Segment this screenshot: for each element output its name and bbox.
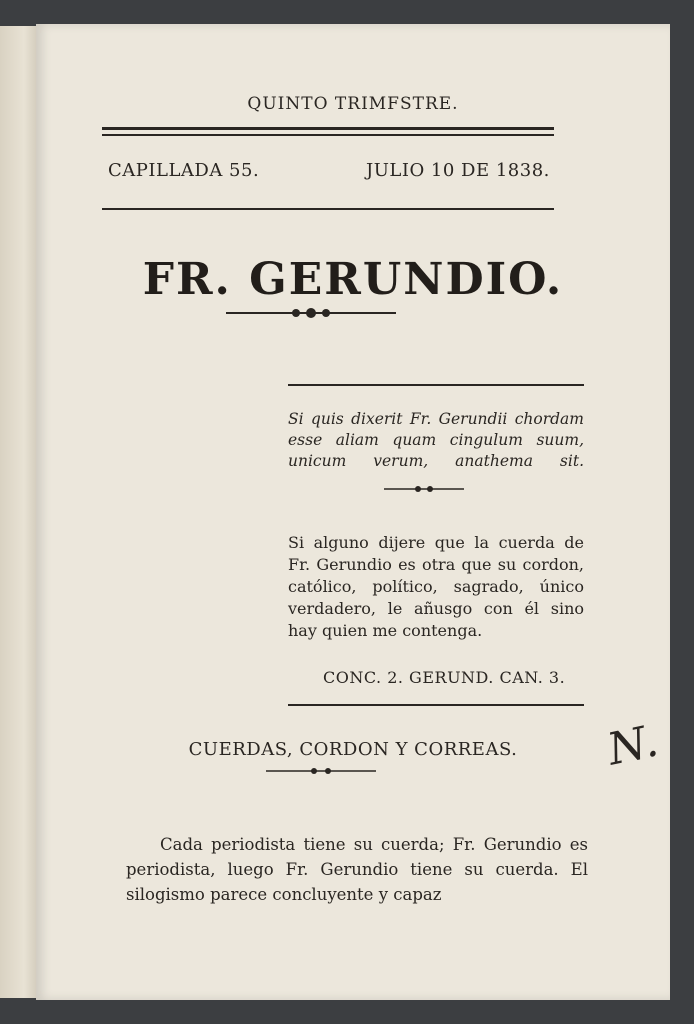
- handwritten-mark: N.: [603, 715, 663, 776]
- epigraph-citation: CONC. 2. GERUND. CAN. 3.: [323, 668, 566, 687]
- newspaper-page: [36, 24, 670, 1000]
- header-rule-top: [102, 127, 554, 130]
- latin-epigraph: Si quis dixerit Fr. Gerundii chordam esse aliam quam cingulum suum, unicum verum, anathema sit.: [288, 410, 584, 470]
- chapel-number: CAPILLADA 55.: [108, 160, 260, 181]
- facing-page-edge: [0, 26, 40, 998]
- header-rule-bottom: [102, 134, 554, 136]
- epigraph-rule-top: [288, 384, 584, 386]
- article-body: Cada periodista tiene su cuerda; Fr. Gerundio es periodista, luego Fr. Gerundio tiene su cuerda. El silogismo parece concluyente y capaz: [126, 835, 588, 904]
- ornament-divider-icon: [226, 306, 396, 320]
- masthead-rule: [102, 208, 554, 210]
- masthead-title: FR. GERUNDIO.: [142, 254, 564, 305]
- epigraph-rule-bottom: [288, 704, 584, 706]
- spanish-epigraph: Si alguno dijere que la cuerda de Fr. Gerundio es otra que su cordon, católico, político, sagrado, único verdadero, le añusgo con él sino hay quien me contenga.: [288, 533, 584, 640]
- section-ornament-icon: [266, 766, 376, 776]
- issue-date: JULIO 10 DE 1838.: [366, 160, 550, 181]
- small-ornament-icon: [384, 484, 464, 494]
- section-title: CUERDAS, CORDON Y CORREAS.: [188, 739, 518, 760]
- quarter-heading: QUINTO TRIMFSTRE.: [247, 94, 459, 114]
